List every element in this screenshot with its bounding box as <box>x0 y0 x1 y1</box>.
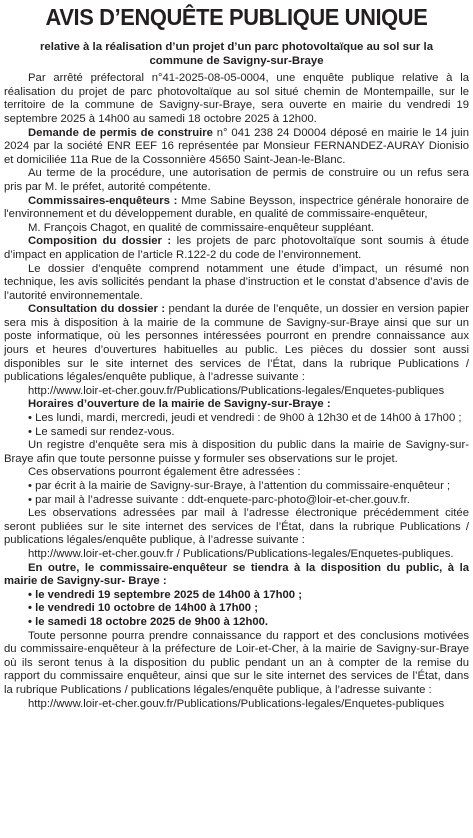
paragraph-chagot: M. François Chagot, en qualité de commissaire-enquêteur suppléant. <box>28 221 374 234</box>
url-enquetes-publiques-1[interactable]: http://www.loir-et-cher.gouv.fr/Publications/Publications-legales/Enquetes-publiques <box>28 384 445 397</box>
paragraph-consultation <box>4 303 469 385</box>
permanence-1: • le vendredi 19 septembre 2025 de 14h00 à 17h00 ; <box>28 588 302 601</box>
notice-title: AVIS D’ENQUÊTE PUBLIQUE UNIQUE <box>45 4 428 30</box>
subtitle-line-2: commune de Savigny-sur-Braye <box>149 54 324 67</box>
commissaires-label: Commissaires-enquêteurs : <box>28 194 178 207</box>
paragraph-outre: En outre, le commissaire-enquêteur se tiendra à la disposition du public, à la mairie de Savigny-sur- Braye : <box>4 561 469 588</box>
paragraph-arrete: Par arrêté préfectoral n°41-2025-08-05-0004, une enquête publique relative à la réalisation du projet de parc photovoltaïque au sol situé chemin de Montempaille, sur le territoire de la commune de Savigny-sur-Braye, sera ouverte en mairie du vendredi 19 septembre 2025 à 14h00 au samedi 18 octobre 2025 à 12h00. <box>4 72 469 125</box>
paragraph-permis <box>4 127 469 168</box>
paragraph-registre: Un registre d’enquête sera mis à disposition du public dans la mairie de Savigny-sur-Braye afin que toute personne puisse y formuler ses observations sur le projet. <box>4 439 469 465</box>
paragraph-composition <box>4 235 469 262</box>
consultation-label: Consultation du dossier : <box>28 303 166 316</box>
paragraph-dossier: Le dossier d’enquête comprend notamment une étude d’impact, un résumé non technique, les avis sollicités pendant la phase d’instruction et le constat d’absence d’avis de l’autorité environnementale. <box>4 262 469 302</box>
permanence-2: • le vendredi 10 octobre de 14h00 à 17h00 ; <box>28 602 258 615</box>
horaires-saturday: • Le samedi sur rendez-vous. <box>28 425 175 438</box>
paragraph-commissaires <box>4 195 469 222</box>
subtitle-line-1: relative à la réalisation d’un projet d’un parc photovoltaïque au sol sur la <box>39 41 434 53</box>
horaires-heading: Horaires d’ouverture de la mairie de Savigny-sur-Braye : <box>28 398 331 411</box>
commissaires-text: Mme Sabine Beysson, inspectrice générale honoraire de l'environnement et du développement durable, en qualité de commissaire-enquêteur, <box>4 194 469 221</box>
composition-label: Composition du dossier : <box>28 235 172 248</box>
permis-label: Demande de permis de construire <box>28 126 213 139</box>
url-enquetes-publiques-2[interactable]: http://www.loir-et-cher.gouv.fr / Publications/Publications-legales/Enquetes-publiques. <box>28 547 454 560</box>
consultation-text: pendant la durée de l’enquête, un dossier en version papier sera mis à disposition à la mairie de la commune de Savigny-sur-Braye ainsi que sur un poste informatique, où les personnes intéressées pourront en prendre connaissance aux jours et heures d’ouvertures habituelles au public. Les pièces du dossier sont aussi disponibles sur le site internet des services de l’État, dans la rubrique Publications / publications légales/enquête publique, à l’adresse suivante : <box>4 303 469 384</box>
paragraph-adressees: Les observations adressées par mail à l’adresse électronique précédemment citée seront publiées sur le site internet des services de l’État, dans la rubrique Publications / publications légales/enquête publique, à l’adresse suivante : <box>4 507 469 547</box>
paragraph-terme: Au terme de la procédure, une autorisation de permis de construire ou un refus sera pris par M. le préfet, autorité compétente. <box>4 167 469 193</box>
observations-by-mail-post: • par écrit à la mairie de Savigny-sur-Braye, à l’attention du commissaire-enquêteur ; <box>28 480 451 492</box>
permanence-3: • le samedi 18 octobre 2025 de 9h00 à 12h00. <box>28 615 269 628</box>
notice-subtitle <box>4 41 469 68</box>
observations-by-email: • par mail à l’adresse suivante : ddt-enquete-parc-photo@loir-et-cher.gouv.fr. <box>28 493 410 506</box>
composition-text: les projets de parc photovoltaïque sont soumis à étude d’impact en application de l’article R.122-2 du code de l’environnement. <box>4 235 469 261</box>
paragraph-observations: Ces observations pourront également être adressées : <box>28 466 301 479</box>
permis-text: n° 041 238 24 D0004 déposé en mairie le 14 juin 2024 par la société ENR EEF 16 représentée par Monsieur FERNANDEZ-AURAY Dionisio et domiciliée 11a Rue de la Cossonnière 45650 Saint-Jean-le-Blanc. <box>4 126 469 166</box>
url-enquetes-publiques-3[interactable]: http://www.loir-et-cher.gouv.fr/Publications/Publications-legales/Enquetes-publiques <box>28 697 445 710</box>
paragraph-rapport: Toute personne pourra prendre connaissance du rapport et des conclusions motivées du commissaire-enquêteur à la préfecture de Loir-et-Cher, à la mairie de Savigny-sur-Braye où ils seront tenus à la disposition du public pendant un an à compter de la remise du rapport du commissaire enquêteur, ainsi que sur le site internet des services de l’État, dans la rubrique Publications / publications légales/enquête publique, à l’adresse suivante : <box>4 629 469 696</box>
horaires-weekdays: • Les lundi, mardi, mercredi, jeudi et vendredi : de 9h00 à 12h30 et de 14h00 à 17h00 ; <box>28 412 462 425</box>
